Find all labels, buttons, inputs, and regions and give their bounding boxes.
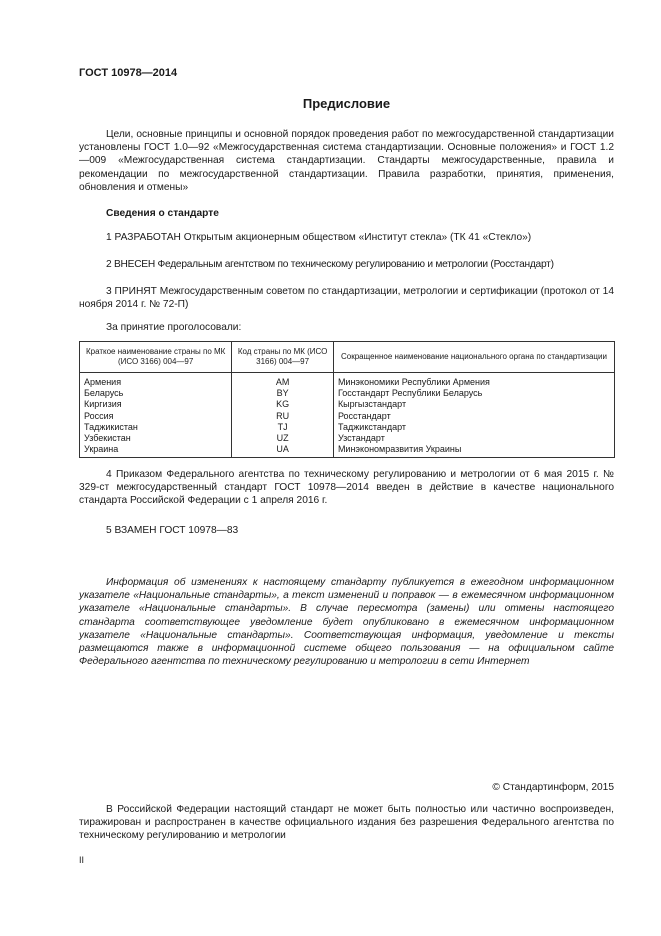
table-row [80,373,615,389]
reproduction-notice: В Российской Федерации настоящий стандарт не может быть полностью или частично воспроизведен, тиражирован и распространен в качестве официального издания без разрешения Федерального агентства по техническому регулированию и метрологии [79,804,614,842]
table-row [80,388,615,399]
country-code: BY [232,388,334,399]
standards-body: Росстандарт [333,411,614,422]
header-body: Сокращенное наименование национального органа по стандартизации [333,342,614,373]
copyright: © Стандартинформ, 2015 [492,782,614,793]
voted-label: За принятие проголосовали: [106,322,242,333]
votes-table-header [80,342,615,373]
about-item-2: 2 ВНЕСЕН Федеральным агентством по техническому регулированию и метрологии (Росстандарт) [106,259,554,270]
table-row [80,411,615,422]
country-code: TJ [232,422,334,433]
country-code: UZ [232,433,334,444]
info-notice: Информация об изменениях к настоящему стандарту публикуется в ежегодном информационном указателе «Национальные стандарты», а текст изменений и поправок — в ежемесячном информационном указателе «Национальные стандарты». В случае пересмотра (замены) или отмены настоящего стандарта соответствующее уведомление будет опубликовано в ежемесячном информационном указателе «Национальные стандарты». Соответствующая информация, уведомление и тексты размещаются также в информационной системе общего пользования — на официальном сайте Федерального агентства по техническому регулированию и метрологии в сети Интернет [79,577,614,668]
standards-body: Таджикстандарт [333,422,614,433]
country-code: KG [232,399,334,410]
header-code: Код страны по МК (ИСО 3166) 004—97 [232,342,334,373]
table-row [80,444,615,458]
about-item-4: 4 Приказом Федерального агентства по техническому регулированию и метрологии от 6 мая 2015 г. № 329-ст межгосударственный стандарт ГОСТ 10978—2014 введен в действие в качестве национального стандарта Российской Федерации с 1 апреля 2016 г. [79,469,614,507]
preface-title: Предисловие [302,96,391,111]
standards-body: Минэкономики Республики Армения [333,373,614,389]
header-country: Краткое наименование страны по МК (ИСО 3166) 004—97 [80,342,232,373]
country-code: AM [232,373,334,389]
country-name: Украина [80,444,232,458]
page-number: II [79,855,85,865]
standards-body: Кыргызстандарт [333,399,614,410]
preface-intro: Цели, основные принципы и основной порядок проведения работ по межгосударственной стандартизации установлены ГОСТ 1.0—92 «Межгосударственная система стандартизации. Основные положения» и ГОСТ 1.2—009 «Межгосударственная система стандартизации. Стандарты межгосударственные, правила и рекомендации по межгосударственной стандартизации. Правила разработки, принятия, применения, обновления и отмены» [79,129,614,193]
about-heading: Сведения о стандарте [106,208,219,219]
votes-table [79,341,615,458]
about-item-1: 1 РАЗРАБОТАН Открытым акционерным обществом «Институт стекла» (ТК 41 «Стекло») [106,232,532,243]
table-row [80,399,615,410]
country-name: Беларусь [80,388,232,399]
country-name: Армения [80,373,232,389]
country-code: UA [232,444,334,458]
table-row [80,433,615,444]
country-name: Россия [80,411,232,422]
standards-body: Узстандарт [333,433,614,444]
gost-code-header: ГОСТ 10978—2014 [79,67,178,79]
standards-body: Минэкономразвития Украины [333,444,614,458]
table-row [80,422,615,433]
country-name: Таджикистан [80,422,232,433]
country-code: RU [232,411,334,422]
country-name: Киргизия [80,399,232,410]
about-item-5: 5 ВЗАМЕН ГОСТ 10978—83 [106,525,239,536]
country-name: Узбекистан [80,433,232,444]
standards-body: Госстандарт Республики Беларусь [333,388,614,399]
about-item-3: 3 ПРИНЯТ Межгосударственным советом по стандартизации, метрологии и сертификации (протокол от 14 ноября 2014 г. № 72-П) [79,286,614,311]
